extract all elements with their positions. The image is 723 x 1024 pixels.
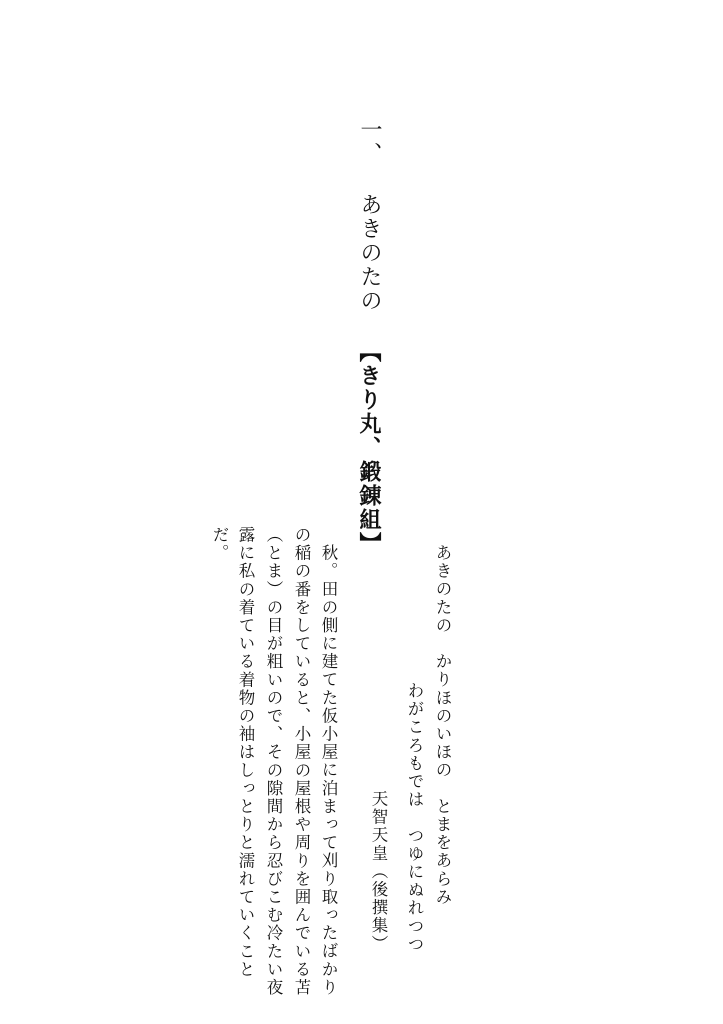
prose-line-3: （とま）の目が粗いので、その隙間から忍びこむ冷たい夜 [264, 526, 283, 997]
poem-line-1: あきのたの かりほのいほの とまをあらみ [433, 544, 452, 906]
prose-line-5: だ。 [210, 526, 229, 563]
poem-line-2: わがころもでは つゆにぬれつつ [405, 682, 424, 954]
prose-line-2: の稲の番をしていると、小屋の屋根や周りを囲んでいる苫 [292, 526, 311, 997]
chapter-number: 一、 [357, 118, 382, 166]
prose-line-1: 秋。田の側に建てた仮小屋に泊まって刈り取ったばかり [319, 544, 338, 997]
chapter-credit: 【きり丸、鍛錬組】 [356, 340, 382, 556]
chapter-name: あきのたの [357, 193, 382, 313]
poem-author: 天智天皇（後撰集） [369, 790, 388, 953]
chapter-title [352, 118, 380, 556]
prose-line-4: 露に私の着ている着物の袖はしっとりと濡れていくこと [236, 526, 255, 979]
